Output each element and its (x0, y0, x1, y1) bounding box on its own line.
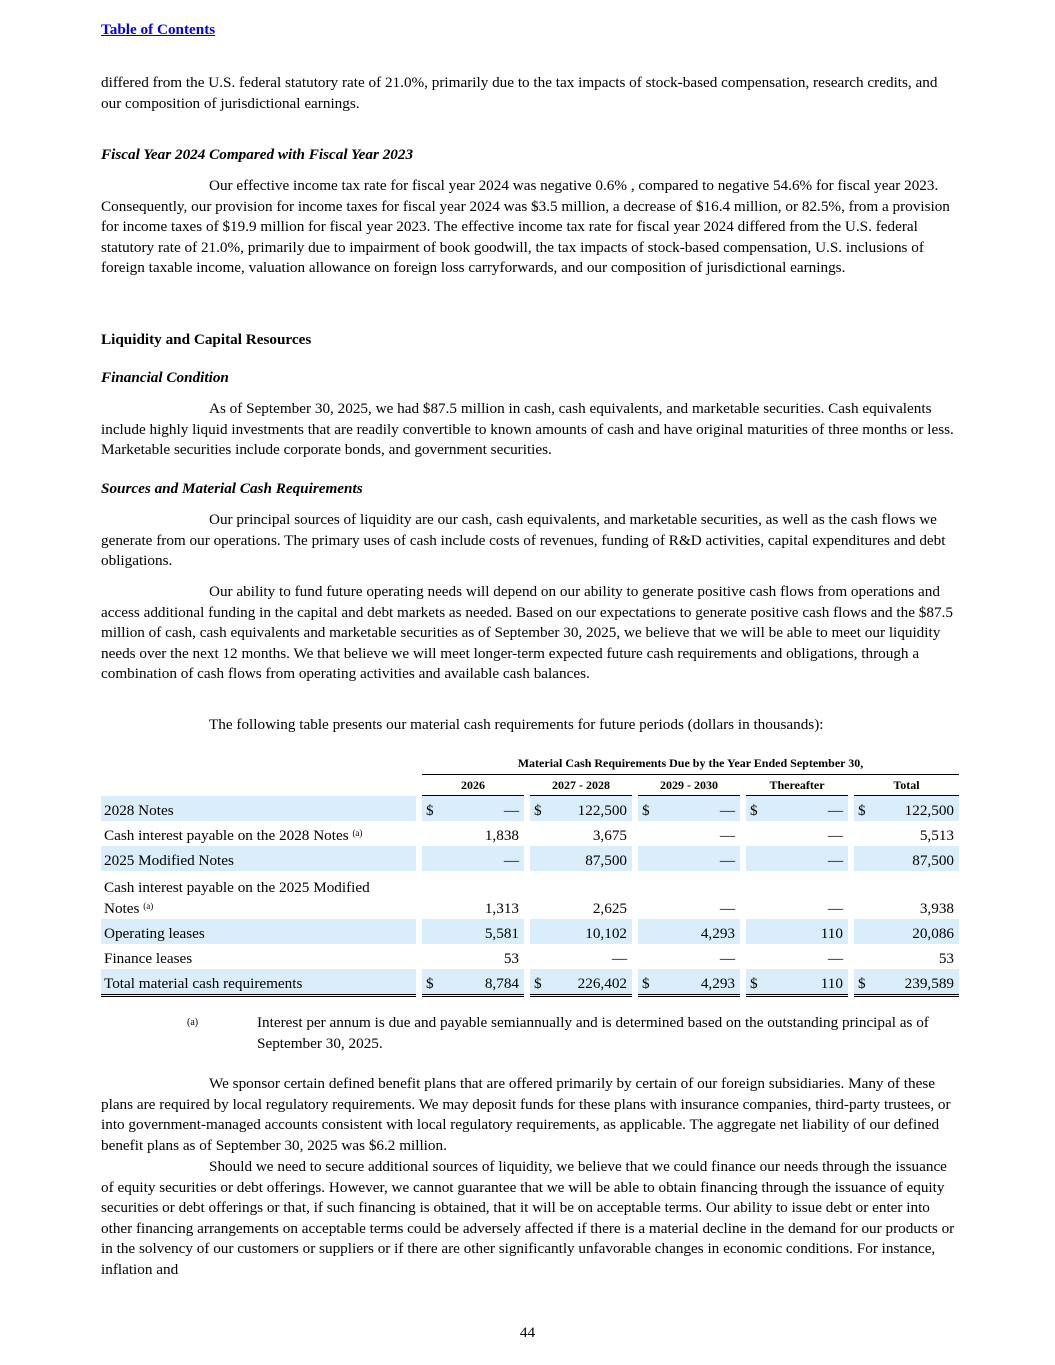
currency-symbol (854, 846, 870, 871)
table-row (101, 919, 959, 944)
currency-symbol (638, 871, 654, 919)
currency-symbol (638, 944, 654, 969)
heading-sources: Sources and Material Cash Requirements (101, 480, 363, 497)
currency-symbol: $ (422, 969, 438, 996)
footnote-mark: (a) (187, 1017, 199, 1028)
currency-symbol (530, 919, 546, 944)
table-row (101, 846, 959, 871)
paragraph-fiscal-year: Our effective income tax rate for fiscal year 2024 was negative 0.6% , compared to negative 54.6% for fiscal year 2023. Consequently, our provision for income taxes for fiscal year 2024 was $3.5 million, a decrease of $16.4 million, or 82.5%, from a provision for income taxes of $19.9 million for fiscal year 2023. The effective income tax rate for fiscal year 2024 differed from the U.S. federal statutory rate of 21.0%, primarily due to impairment of book goodwill, the tax impacts of stock-based compensation, U.S. inclusions of foreign taxable income, valuation allowance on foreign loss carryforwards, and our composition of jurisdictional earnings. (101, 177, 950, 276)
paragraph-benefit-plans: We sponsor certain defined benefit plans that are offered primarily by certain of our foreign subsidiaries. Many of these plans are required by local regulatory requirements. We may deposit funds for these plans with insurance companies, third-party trustees, or into government-managed accounts consistent with local regulatory requirements, as applicable. The aggregate net liability of our defined benefit plans as of September 30, 2025 was $6.2 million. (101, 1075, 951, 1154)
table-row (101, 944, 959, 969)
footnote-ref: (a) (143, 900, 154, 911)
table-cell: 53 (503, 949, 519, 967)
table-cell: 110 (762, 919, 848, 944)
currency-symbol: $ (530, 969, 546, 996)
table-row (101, 871, 959, 919)
currency-symbol: $ (638, 796, 654, 822)
currency-symbol: $ (854, 796, 870, 822)
table-cell: — (827, 899, 843, 917)
currency-symbol (854, 919, 870, 944)
row-label-text: Total material cash requirements (104, 974, 303, 992)
column-header: 2029 - 2030 (638, 774, 740, 796)
row-label (101, 846, 416, 871)
table-cell: — (654, 846, 740, 871)
row-label (101, 944, 416, 969)
heading-financial-condition: Financial Condition (101, 369, 229, 386)
table-cell: 1,313 (484, 899, 519, 917)
currency-symbol (746, 846, 762, 871)
row-label (101, 871, 416, 919)
footnote-ref: (a) (352, 827, 363, 838)
currency-symbol (746, 871, 762, 919)
currency-symbol (746, 919, 762, 944)
table-cell: 87,500 (546, 846, 632, 871)
row-label-text: Cash interest payable on the 2028 Notes (104, 826, 349, 844)
currency-symbol: $ (746, 796, 762, 822)
row-label (101, 919, 416, 944)
currency-symbol (530, 821, 546, 846)
currency-symbol: $ (854, 969, 870, 996)
currency-symbol (530, 944, 546, 969)
currency-symbol (530, 846, 546, 871)
paragraph-table-intro: The following table presents our material cash requirements for future periods (dollars in thousands): (209, 716, 824, 733)
heading-fiscal-year: Fiscal Year 2024 Compared with Fiscal Year 2023 (101, 146, 414, 163)
row-label-line: Cash interest payable on the 2025 Modified (104, 879, 370, 896)
table-cell: 53 (938, 949, 954, 967)
table-cell: — (827, 949, 843, 967)
currency-symbol (422, 846, 438, 871)
column-header: Total (854, 774, 959, 796)
currency-symbol (422, 919, 438, 944)
row-label (101, 969, 416, 996)
currency-symbol (422, 871, 438, 919)
column-header: Thereafter (746, 774, 848, 796)
currency-symbol (638, 919, 654, 944)
table-cell: — (654, 796, 740, 822)
table-cell: — (762, 796, 848, 822)
table-row (101, 796, 959, 822)
table-cell: 226,402 (546, 969, 632, 996)
row-label-line: Notes (104, 899, 140, 917)
paragraph-sources-2: Our ability to fund future operating needs will depend on our ability to generate positive cash flows from operations and access additional funding in the capital and debt markets as needed. Based on our expectations to generate positive cash flows and the $87.5 million of cash, cash equivalents and marketable securities as of September 30, 2025, we believe that we will be able to meet our liquidity needs over the next 12 months. We that believe we will meet longer-term expected future cash requirements and obligations, through a combination of cash flows from operating activities and available cash balances. (101, 583, 953, 682)
table-cell: — (762, 846, 848, 871)
currency-symbol (422, 821, 438, 846)
table-cell: — (719, 899, 735, 917)
currency-symbol (854, 821, 870, 846)
paragraph-financial-condition: As of September 30, 2025, we had $87.5 million in cash, cash equivalents, and marketable securities. Cash equivalents include highly liquid investments that are readily convertible to known amounts of cash and have original maturities of three months or less. Marketable securities include corporate bonds, and government securities. (101, 400, 954, 458)
table-cell: — (719, 949, 735, 967)
table-cell: 5,581 (438, 919, 524, 944)
row-label (101, 821, 416, 846)
table-cell: 4,293 (654, 919, 740, 944)
row-label-text: Operating leases (104, 924, 205, 942)
currency-symbol: $ (422, 796, 438, 822)
heading-liquidity: Liquidity and Capital Resources (101, 331, 312, 348)
column-header: 2027 - 2028 (530, 774, 632, 796)
table-cell: 122,500 (546, 796, 632, 822)
column-header: 2026 (422, 774, 524, 796)
paragraph-intro: differed from the U.S. federal statutory rate of 21.0%, primarily due to the tax impacts of stock-based compensation, research credits, and our composition of jurisdictional earnings. (101, 74, 938, 112)
table-cell: — (827, 826, 843, 844)
footnote-text: Interest per annum is due and payable semiannually and is determined based on the outstanding principal as of September 30, 2025. (257, 1014, 929, 1052)
currency-symbol: $ (746, 969, 762, 996)
table-row (101, 969, 959, 996)
table-row (101, 821, 959, 846)
paragraph-additional-liquidity: Should we need to secure additional sources of liquidity, we believe that we could finance our needs through the issuance of equity securities or debt offerings. However, we cannot guarantee that we will be able to obtain financing through the issuance of equity securities or debt offerings or that, if such financing is obtained, that it will be on acceptable terms. Our ability to issue debt or enter into other financing arrangements on acceptable terms could be adversely affected if there is a material decline in the demand for our products or in the solvency of our customers or suppliers or if there are other significantly unfavorable changes in economic conditions. For instance, inflation and (101, 1158, 955, 1278)
table-cell: 2,625 (592, 899, 627, 917)
table-caption: Material Cash Requirements Due by the Year Ended September 30, (422, 753, 959, 774)
table-cell: 20,086 (870, 919, 959, 944)
table-cell: 239,589 (870, 969, 959, 996)
table-cell: 122,500 (870, 796, 959, 822)
row-label-text: 2025 Modified Notes (104, 851, 234, 869)
table-cell: 5,513 (919, 826, 954, 844)
table-cell: — (719, 826, 735, 844)
currency-symbol: $ (638, 969, 654, 996)
table-cell: 8,784 (438, 969, 524, 996)
paragraph-sources-1: Our principal sources of liquidity are our cash, cash equivalents, and marketable securities, as well as the cash flows we generate from our operations. The primary uses of cash include costs of revenues, funding of R&D activities, capital expenditures and debt obligations. (101, 511, 946, 569)
currency-symbol (854, 871, 870, 919)
table-cell: 110 (762, 969, 848, 996)
page-number: 44 (519, 1324, 536, 1341)
table-cell: — (438, 846, 524, 871)
currency-symbol (746, 944, 762, 969)
table-cell: 4,293 (654, 969, 740, 996)
currency-symbol (638, 821, 654, 846)
currency-symbol (854, 944, 870, 969)
currency-symbol (746, 821, 762, 846)
currency-symbol (638, 846, 654, 871)
currency-symbol: $ (530, 796, 546, 822)
cash-requirements-table (101, 753, 959, 997)
table-of-contents-link[interactable]: Table of Contents (101, 21, 216, 38)
row-label-text: Finance leases (104, 949, 193, 967)
table-cell: 1,838 (484, 826, 519, 844)
row-label (101, 796, 416, 822)
table-cell: — (438, 796, 524, 822)
table-cell: 10,102 (546, 919, 632, 944)
table-cell: 3,675 (592, 826, 627, 844)
row-label-text: 2028 Notes (104, 801, 174, 819)
table-cell: 3,938 (919, 899, 954, 917)
currency-symbol (530, 871, 546, 919)
currency-symbol (422, 944, 438, 969)
table-cell: 87,500 (870, 846, 959, 871)
table-cell: — (611, 949, 627, 967)
